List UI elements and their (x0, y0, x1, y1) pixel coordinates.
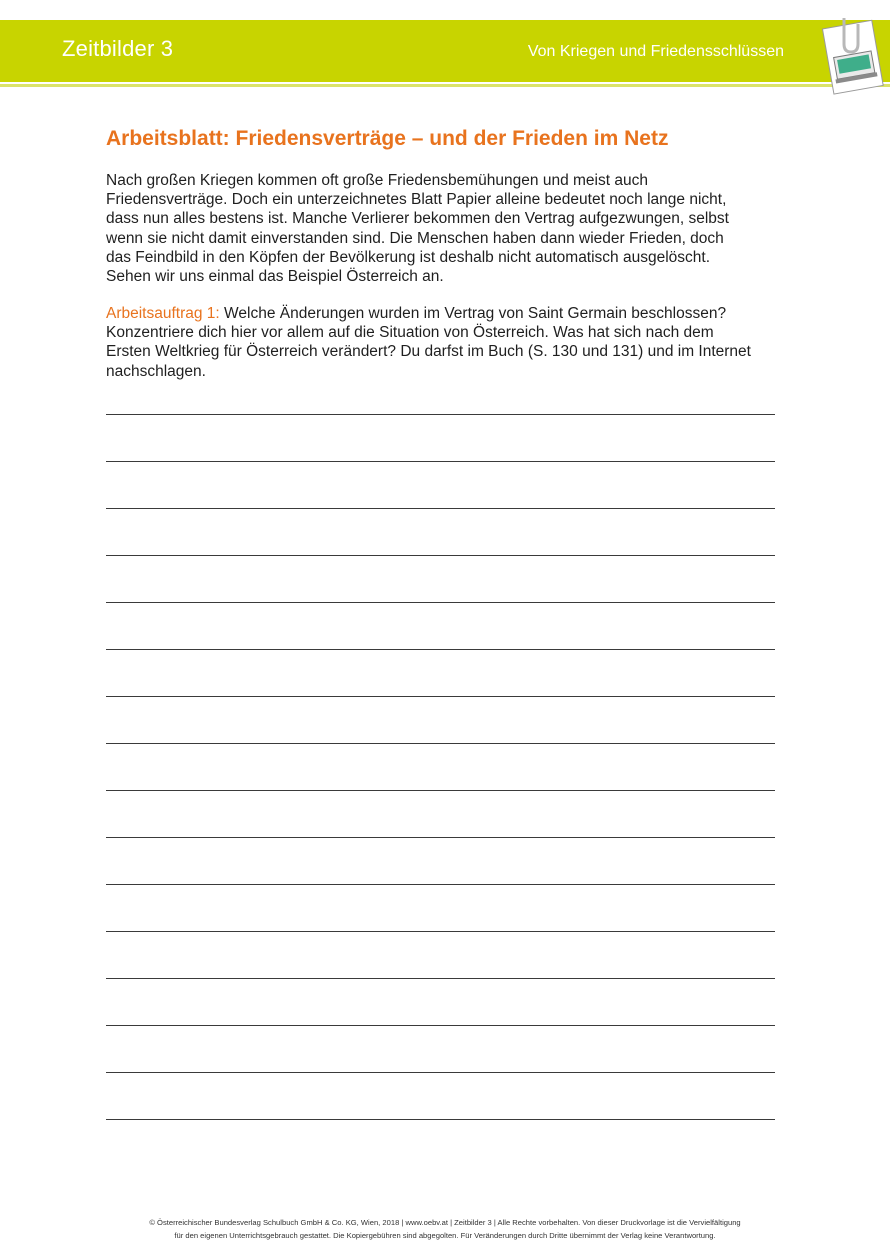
answer-line[interactable] (106, 837, 775, 838)
answer-line[interactable] (106, 602, 775, 603)
answer-line[interactable] (106, 978, 775, 979)
intro-line: Nach großen Kriegen kommen oft große Friedensbemühungen und meist auch (106, 172, 648, 189)
answer-line[interactable] (106, 1072, 775, 1073)
answer-line[interactable] (106, 1025, 775, 1026)
header-divider (0, 84, 890, 87)
intro-line: dass nun alles bestens ist. Manche Verlierer bekommen den Vertrag aufgezwungen, selbst (106, 210, 729, 228)
intro-line: Sehen wir uns einmal das Beispiel Österreich an. (106, 268, 444, 286)
worksheet-title: Arbeitsblatt: Friedensverträge – und der Frieden im Netz (106, 127, 669, 150)
footer-line: für den eigenen Unterrichtsgebrauch gestattet. Die Kopiergebühren sind abgegolten. Für Veränderungen durch Dritte übernimmt der Verlag keine Verantwortung. (174, 1230, 716, 1240)
answer-line[interactable] (106, 555, 775, 556)
answer-line[interactable] (106, 461, 775, 462)
task-line: Konzentriere dich hier vor allem auf die Situation von Österreich. Was hat sich nach dem (106, 324, 714, 342)
book-title: Zeitbilder 3 (62, 36, 174, 61)
intro-line: Friedensverträge. Doch ein unterzeichnetes Blatt Papier alleine bedeutet noch lange nicht, (106, 191, 727, 209)
answer-line[interactable] (106, 696, 775, 697)
answer-line[interactable] (106, 884, 775, 885)
task-question: Welche Änderungen wurden im Vertrag von Saint Germain beschlossen? (219, 305, 727, 322)
footer-line: © Österreichischer Bundesverlag Schulbuch GmbH & Co. KG, Wien, 2018 | www.oebv.at | Zeitbilder 3 | Alle Rechte vorbehalten. Von dieser Druckvorlage ist die Vervielfältigung (149, 1218, 741, 1227)
answer-line[interactable] (106, 649, 775, 650)
answer-line[interactable] (106, 508, 775, 509)
intro-paragraph (106, 171, 806, 286)
chapter-title: Von Kriegen und Friedensschlüssen (527, 43, 784, 60)
worksheet-laptop-icon (818, 10, 890, 102)
intro-line: wenn sie nicht damit einverstanden sind. Die Menschen haben dann wieder Frieden, doch (106, 229, 724, 247)
task-line: Ersten Weltkrieg für Österreich verändert? Du darfst im Buch (S. 130 und 131) und im Internet (106, 343, 751, 361)
answer-line[interactable] (106, 1119, 775, 1120)
answer-line[interactable] (106, 790, 775, 791)
answer-line[interactable] (106, 931, 775, 932)
task-paragraph (106, 304, 806, 381)
task-line: nachschlagen. (106, 362, 206, 380)
answer-line[interactable] (106, 743, 775, 744)
intro-line: das Feindbild in den Köpfen der Bevölkerung ist deshalb nicht automatisch ausgelöscht. (106, 248, 711, 266)
task-label: Arbeitsauftrag 1: (106, 305, 220, 322)
copyright-footer (0, 1217, 890, 1242)
task-line (106, 304, 806, 323)
answer-line[interactable] (106, 414, 775, 415)
